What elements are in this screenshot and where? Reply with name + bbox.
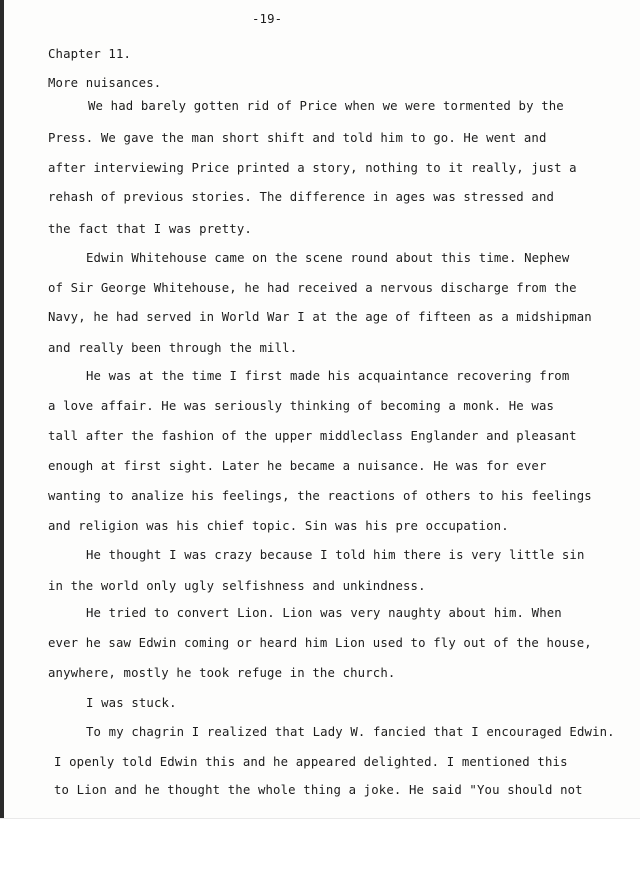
page-number: -19-	[252, 12, 283, 26]
text-line: Edwin Whitehouse came on the scene round about this time. Nephew	[86, 251, 570, 265]
text-line: I was stuck.	[86, 696, 177, 710]
text-line: anywhere, mostly he took refuge in the church.	[48, 666, 396, 680]
text-line: enough at first sight. Later he became a nuisance. He was for ever	[48, 459, 547, 473]
chapter-heading: Chapter 11.	[48, 47, 132, 61]
text-line: wanting to analize his feelings, the reactions of others to his feelings	[48, 489, 592, 503]
text-line: of Sir George Whitehouse, he had received a nervous discharge from the	[48, 281, 577, 295]
text-line: He thought I was crazy because I told him there is very little sin	[86, 548, 585, 562]
text-line: ever he saw Edwin coming or heard him Lion used to fly out of the house,	[48, 636, 592, 650]
text-line: and really been through the mill.	[48, 341, 298, 355]
text-line: to Lion and he thought the whole thing a joke. He said "You should not	[54, 783, 583, 797]
text-line: and religion was his chief topic. Sin was his pre occupation.	[48, 519, 509, 533]
chapter-title: More nuisances.	[48, 76, 162, 90]
text-line: He tried to convert Lion. Lion was very naughty about him. When	[86, 606, 562, 620]
text-line: I openly told Edwin this and he appeared delighted. I mentioned this	[54, 755, 568, 769]
text-line: after interviewing Price printed a story, nothing to it really, just a	[48, 161, 577, 175]
text-line: Navy, he had served in World War I at the age of fifteen as a midshipman	[48, 310, 592, 324]
text-line: tall after the fashion of the upper middleclass Englander and pleasant	[48, 429, 577, 443]
blank-bottom-margin	[0, 818, 640, 881]
text-line: in the world only ugly selfishness and unkindness.	[48, 579, 426, 593]
text-line: We had barely gotten rid of Price when we were tormented by the	[88, 99, 564, 113]
text-line: a love affair. He was seriously thinking of becoming a monk. He was	[48, 399, 555, 413]
text-line: To my chagrin I realized that Lady W. fancied that I encouraged Edwin.	[86, 725, 615, 739]
text-line: He was at the time I first made his acquaintance recovering from	[86, 369, 570, 383]
text-line: rehash of previous stories. The difference in ages was stressed and	[48, 190, 555, 204]
text-line: Press. We gave the man short shift and told him to go. He went and	[48, 131, 547, 145]
scan-left-edge	[0, 0, 4, 880]
text-line: the fact that I was pretty.	[48, 222, 252, 236]
